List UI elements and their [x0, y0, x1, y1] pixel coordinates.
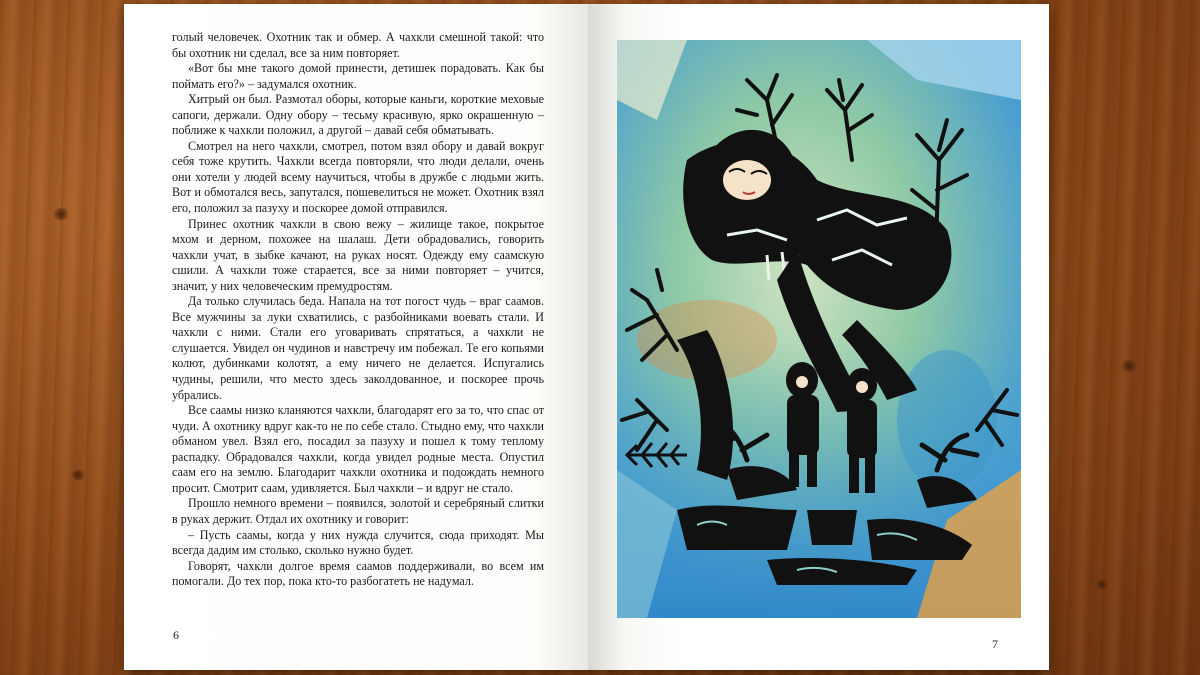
story-text	[172, 30, 544, 590]
wood-knot	[1095, 580, 1109, 589]
page-number-right: 7	[992, 637, 998, 651]
wood-knot	[1120, 360, 1138, 372]
sami-folk-illustration-icon	[617, 40, 1021, 618]
paragraph: Прошло немного времени – появился, золотой и серебряный слитки в руках держит. Отдал их охотнику и говорит:	[172, 496, 544, 526]
paragraph: Говорят, чахкли долгое время саамов поддерживали, во всем им помогали. До тех пор, пока кто-то разбогатеть не надумал.	[172, 558, 544, 589]
paragraph: Смотрел на него чахкли, смотрел, потом взял обору и давай вокруг себя тоже крутить. Чахкли всегда повторяли, что люди делали, очень они хотели у людей всему научиться, чтобы в дружбе с людьми жить. Вот и обмотался весь, запутался, пошевелиться не может. Охотник взял его, положил за пазуху и поскорее домой отправился.	[172, 138, 544, 216]
paragraph: голый человечек. Охотник так и обмер. А чахкли смешной такой: что бы охотник ни сделал, все за ним повторяет.	[172, 30, 544, 60]
paragraph: «Вот бы мне такого домой принести, детишек порадовать. Как бы поймать его?» – задумался охотник.	[172, 61, 544, 91]
paragraph: Все саамы низко кланяются чахкли, благодарят его за то, что спас от чуди. А охотнику вдруг как-то не по себе стало. Стыдно ему, что чахкли обманом увел. Взял его, посадил за пазуху и пошел к тому теплому распадку. Обрадовался чахкли, когда увидел родные места. Опустил саам его на землю. Благодарит чахкли охотника и подождать немного просит. Смотрит саам, удивляется. Был чахкли – и вдруг не стало.	[172, 403, 544, 495]
paragraph: Принес охотник чахкли в свою вежу – жилище такое, покрытое мхом и дерном, похожее на шалаш. Дети обрадовались, говорить чахкли учат, в зыбке качают, на руках носят. Одежду ему саамскую сшили. А чахкли тоже старается, все за ними повторяет – учится, значит, у них человеческим премудростям.	[172, 216, 544, 293]
wood-knot	[70, 470, 86, 480]
paragraph: Хитрый он был. Размотал оборы, которые каньги, короткие меховые сапоги, держали. Одну обору – тесьму красивую, ярко окрашенную – поближе к чахкли положил, а другой – давай себя обматывать.	[172, 92, 544, 138]
page-number-left: 6	[173, 628, 179, 642]
paragraph: Да только случилась беда. Напала на тот погост чудь – враг саамов. Все мужчины за луки схватились, с разбойниками воевать стали. И чахкли с ними. Стали его уговаривать спрятаться, а чахкли не слушается. Увидел он чудинов и навстречу им побежал. Те его копьями колют, дубинками колотят, а ему ничего не делается. Испугались чудины, решили, что место здесь заколдованное, и поскорее прочь убрались.	[172, 294, 544, 402]
left-page	[124, 4, 588, 670]
paragraph: – Пусть саамы, когда у них нужда случится, сюда приходят. Мы всегда дадим им столько, сколько нужно будет.	[172, 527, 544, 558]
wood-knot	[52, 208, 70, 220]
right-page	[588, 4, 1049, 670]
open-book	[124, 4, 1049, 670]
